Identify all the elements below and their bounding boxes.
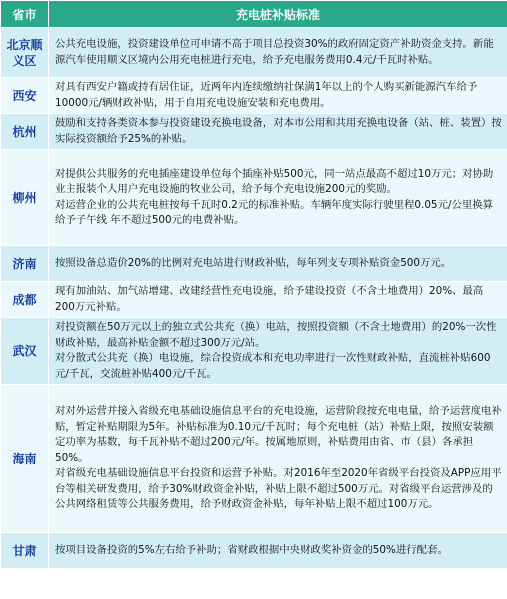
- city-cell: [1, 78, 49, 114]
- city-name: 济南: [12, 256, 37, 271]
- city-name: 杭州: [12, 124, 37, 139]
- table-row: [1, 114, 507, 150]
- city-cell: [1, 533, 49, 569]
- subsidy-cell: [49, 150, 507, 246]
- subsidy-cell: [49, 114, 507, 150]
- subsidy-text: 对分散式公共充（换）电设施，综合投资成本和充电功率进行一次性财政补贴，直流桩补贴600元/千瓦，交流桩补贴400元/千瓦。: [55, 352, 491, 380]
- city-name: 成都: [12, 292, 37, 307]
- city-name: 甘肃: [12, 543, 37, 558]
- table-row: [1, 282, 507, 318]
- subsidy-text: 现有加油站、加气站增建、改建经营性充电设施，给予建设投资（不含土地费用）20%、最高200万元补贴。: [55, 285, 484, 313]
- city-cell: [1, 150, 49, 246]
- city-name: 西安: [12, 88, 37, 103]
- city-cell: [1, 114, 49, 150]
- subsidy-cell: [49, 318, 507, 385]
- table-row: [1, 385, 507, 533]
- city-name: 北京顺义区: [6, 37, 43, 68]
- table-row: [1, 150, 507, 246]
- city-cell: [1, 246, 49, 282]
- city-cell: [1, 385, 49, 533]
- city-cell: [1, 28, 49, 78]
- city-cell: [1, 282, 49, 318]
- subsidy-cell: [49, 246, 507, 282]
- subsidy-cell: [49, 282, 507, 318]
- subsidy-text: 公共充电设施，投资建设单位可申请不高于项目总投资30%的政府固定资产补助资金支持。新能源汽车使用顺义区境内公用充电桩进行充电，给予充电服务费用0.4元/千瓦时补贴。: [55, 38, 494, 66]
- header-province: 省市: [1, 1, 49, 28]
- city-name: 海南: [12, 451, 37, 466]
- subsidy-text: 按项目设备投资的5%左右给予补助；省财政根据中央财政奖补资金的50%进行配套。: [55, 543, 448, 556]
- header-subsidy-standard: 充电桩补贴标准: [49, 1, 507, 28]
- subsidy-text: 对投资额在50万元以上的独立式公共充（换）电站，按照投资额（不含土地费用）的20%一次性财政补贴，最高补贴金额不超过300万元/站。: [55, 321, 497, 349]
- subsidy-cell: [49, 28, 507, 78]
- city-name: 武汉: [12, 344, 37, 358]
- city-name: 柳州: [12, 190, 37, 205]
- city-cell: [1, 318, 49, 385]
- subsidy-cell: [49, 78, 507, 114]
- table-header-row: [1, 1, 507, 28]
- subsidy-text: 对省级充电基础设施信息平台投资和运营予补贴。对2016年至2020年省级平台投资及APP应用平台等相关研发费用，给予30%财政资金补贴，补贴上限不超过500万元。对省级平台运营涉及的公共网络租赁等公共服务费用，给予财政资金补贴，每年补贴上限不超过100万元。: [55, 467, 502, 511]
- subsidy-text: 按照设备总造价20%的比例对充电站进行财政补贴，每年列支专项补贴资金500万元。: [55, 256, 452, 269]
- table-row: [1, 533, 507, 569]
- subsidy-text: 对对外运营并接入省级充电基础设施信息平台的充电设施，运营阶段按充电电量，给予运营度电补贴，暂定补贴期限为5年。补贴标准为0.10元/千瓦时；每个充电桩（站）补贴上限，按照安装额定功率为基数，每千瓦补贴不超过200元/年。按属地原则，补贴费用由省、市（县）各承担50%。: [55, 405, 502, 464]
- table-row: [1, 246, 507, 282]
- subsidy-text: 鼓励和支持各类资本参与投资建设充换电设备，对本市公用和共用充换电设备（站、桩、装置）按实际投资额给予25%的补贴。: [55, 117, 502, 145]
- table-row: [1, 78, 507, 114]
- subsidy-text: 对提供公共服务的充电插座建设单位每个插座补贴500元，同一站点最高不超过10万元；对协助业主报装个人用户充电设施的牧业公司，给予每个充电设施200元的奖励。: [55, 167, 494, 195]
- subsidy-text: 对运营企业的公共充电桩按每千瓦时0.2元的标准补贴。车辆年度实际行驶里程0.05元/公里换算给予子午线 年不超过500元的电费补贴。: [55, 198, 494, 226]
- subsidy-text: 对具有西安户籍或持有居住证，近两年内连续缴纳社保满1年以上的个人购买新能源汽车给予10000元/辆财政补贴，用于自用充电设施安装和充电费用。: [55, 81, 478, 109]
- table-row: [1, 28, 507, 78]
- subsidy-cell: [49, 385, 507, 533]
- subsidy-cell: [49, 533, 507, 569]
- table-row: [1, 318, 507, 385]
